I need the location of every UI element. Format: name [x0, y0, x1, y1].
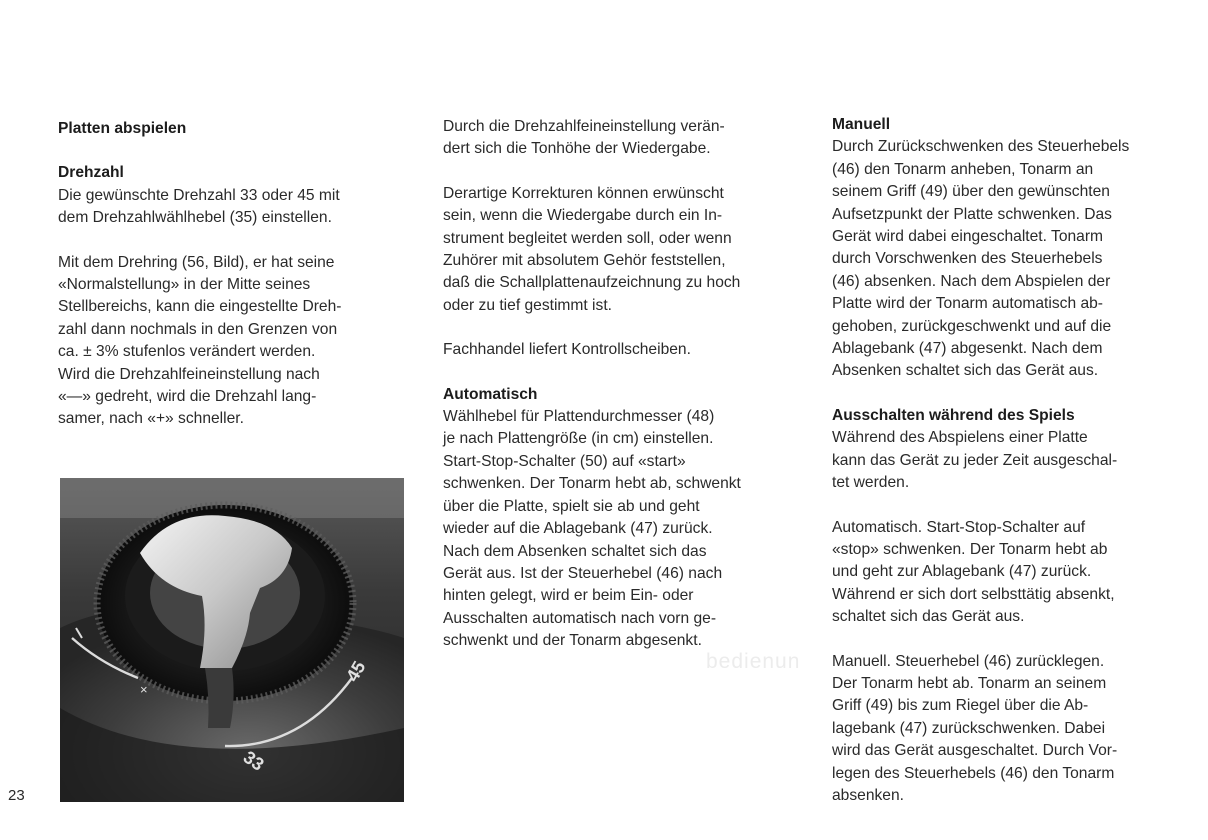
mark-x: × [140, 682, 148, 697]
paragraph: Derartige Korrekturen können erwünscht sein, wenn die Wiedergabe durch ein In- strument begleitet werden soll, oder wenn Zuhörer mit absolutem Gehör feststellen, daß die Schallplattenaufzeichnung zu hoch oder zu tief gestimmt ist. [443, 184, 741, 314]
heading-automatisch: Automatisch [443, 385, 538, 403]
speed-dial-photo [60, 478, 404, 802]
paragraph: Die gewünschte Drehzahl 33 oder 45 mit dem Drehzahlwählhebel (35) einstellen. [58, 186, 340, 227]
column-left [58, 118, 408, 431]
column-right [832, 114, 1192, 807]
page-number: 23 [8, 787, 25, 804]
heading-ausschalten: Ausschalten während des Spiels [832, 406, 1075, 424]
turntable-knob-image [60, 478, 404, 802]
heading-manuell: Manuell [832, 116, 891, 133]
watermark: bedienun [706, 650, 801, 673]
column-middle [443, 116, 803, 653]
paragraph: Fachhandel liefert Kontrollscheiben. [443, 341, 691, 359]
paragraph: Manuell. Steuerhebel (46) zurücklegen. Der Tonarm hebt ab. Tonarm an seinem Griff (49) bis zum Riegel über die Ab- lagebank (47) zurückschwenken. Dabei wird das Gerät ausgeschaltet. Durch Vor- legen des Steuerhebels (46) den Tonarm absenken. [832, 652, 1118, 804]
section-title: Platten abspielen [58, 120, 187, 137]
paragraph: Automatisch. Start-Stop-Schalter auf «stop» schwenken. Der Tonarm hebt ab und geht zur Ablagebank (47) zurück. Während er sich dort selbsttätig absenkt, schaltet sich das Gerät aus. [832, 518, 1115, 626]
paragraph: Während des Abspielens einer Platte kann das Gerät zu jeder Zeit ausgeschal- tet werden. [832, 429, 1118, 492]
mark-33: 33 [239, 746, 268, 775]
mark-45: 45 [342, 657, 370, 685]
heading-drehzahl: Drehzahl [58, 164, 124, 182]
paragraph: Durch Zurückschwenken des Steuerhebels (46) den Tonarm anheben, Tonarm an seinem Griff (49) über den gewünschten Aufsetzpunkt der Platte schwenken. Das Gerät wird dabei eingeschaltet. Tonarm durch Vorschwenken des Steuerhebels (46) absenken. Nach dem Abspielen der Platte wird der Tonarm automatisch ab- gehoben, zurückgeschwenkt und auf die Ablagebank (47) abgesenkt. Nach dem Absenken schaltet sich das Gerät aus. [832, 138, 1130, 380]
paragraph: Mit dem Drehring (56, Bild), er hat seine «Normalstellung» in der Mitte seines Stellbereichs, kann die eingestellte Dreh- zahl dann nochmals in den Grenzen von ca. ± 3% stufenlos verändert werden. Wird die Drehzahlfeineinstellung nach «—» gedreht, wird die Drehzahl lang- samer, nach «+» schneller. [58, 253, 342, 428]
paragraph: Durch die Drehzahlfeineinstellung verän- dert sich die Tonhöhe der Wiedergabe. [443, 118, 725, 158]
paragraph: Wählhebel für Plattendurchmesser (48) je nach Plattengröße (in cm) einstellen. Start-Stop-Schalter (50) auf «start» schwenken. Der Tonarm hebt ab, schwenkt über die Platte, spielt sie ab und geht wieder auf die Ablagebank (47) zurück. Nach dem Absenken schaltet sich das Gerät aus. Ist der Steuerhebel (46) nach hinten gelegt, wird er beim Ein- oder Ausschalten automatisch nach vorn ge- schwenkt und der Tonarm abgesenkt. [443, 408, 741, 650]
